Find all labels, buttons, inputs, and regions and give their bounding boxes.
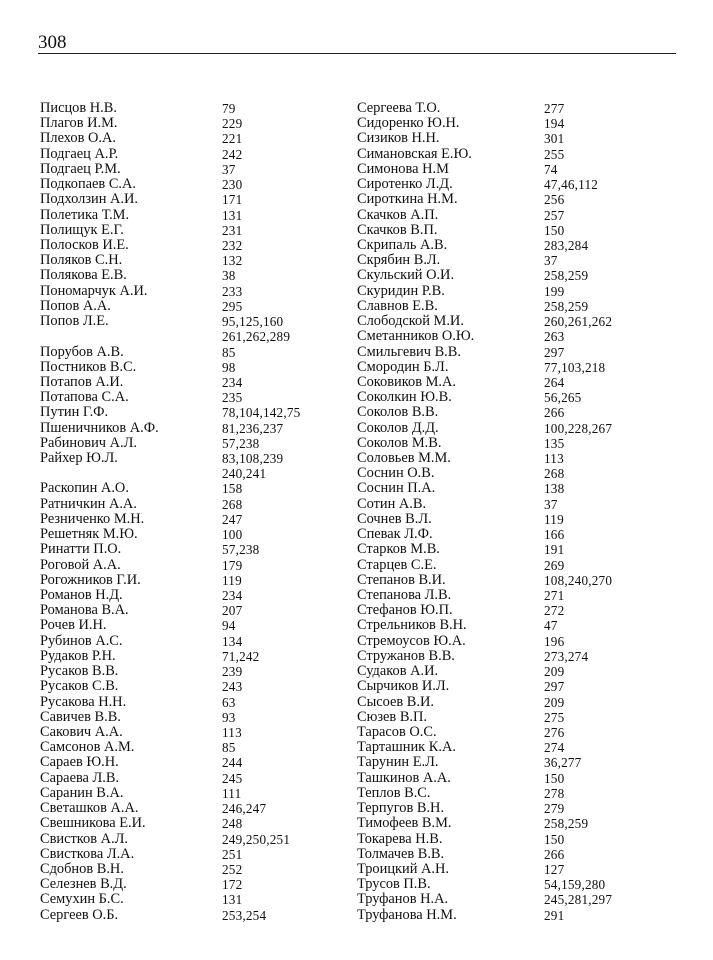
page-references: 240,241 [222, 466, 267, 482]
author-name: Попов Л.Е. [40, 313, 109, 330]
page-references: 209 [544, 694, 565, 710]
author-name: Тарташник К.А. [357, 739, 456, 756]
page-references: 233 [222, 283, 243, 299]
author-name: Толмачев В.В. [357, 845, 445, 862]
page-number: 308 [38, 32, 67, 53]
author-name: Рогожников Г.И. [40, 571, 141, 588]
author-name: Русаков В.В. [40, 663, 119, 680]
page-references: 252 [222, 861, 243, 877]
page-references: 85 [222, 740, 236, 756]
page-references: 268 [544, 466, 565, 482]
author-name: Селезнев В.Д. [40, 876, 127, 893]
author-name: Плагов И.М. [40, 115, 118, 132]
author-name: Решетняк М.Ю. [40, 526, 138, 543]
author-name: Сдобнов В.Н. [40, 860, 124, 877]
author-name: Путин Г.Ф. [40, 404, 109, 421]
author-name: Соколов В.В. [357, 404, 439, 421]
page-references: 249,250,251 [222, 831, 291, 847]
author-name: Трусов П.В. [357, 876, 431, 893]
author-name: Троицкий А.Н. [357, 860, 450, 877]
page-references: 158 [222, 481, 243, 497]
page-references: 54,159,280 [544, 877, 606, 893]
page-references: 100 [222, 527, 243, 543]
page-references: 255 [544, 146, 565, 162]
author-name: Плехов О.А. [40, 130, 116, 147]
author-name: Сараева Л.В. [40, 769, 120, 786]
author-name: Скачков В.П. [357, 221, 438, 238]
page-references: 85 [222, 344, 236, 360]
author-name: Свистков А.Л. [40, 830, 128, 847]
author-name: Сараев Ю.Н. [40, 754, 119, 771]
author-name: Старцев С.Е. [357, 556, 437, 573]
page-references: 57,238 [222, 542, 260, 558]
author-name: Подкопаев С.А. [40, 176, 137, 193]
page-references: 74 [544, 161, 558, 177]
author-name: Соколов М.В. [357, 434, 442, 451]
author-name: Судаков А.И. [357, 663, 439, 680]
page-references: 209 [544, 664, 565, 680]
author-name: Сакович А.А. [40, 723, 123, 740]
page-references: 111 [222, 785, 242, 801]
page-references: 243 [222, 679, 243, 695]
author-name: Рабинович А.Л. [40, 434, 137, 451]
page-references: 264 [544, 374, 565, 390]
page-references: 37 [544, 496, 558, 512]
author-name: Скрипаль А.В. [357, 236, 448, 253]
page-references: 295 [222, 298, 243, 314]
author-name: Скрябин В.Л. [357, 252, 441, 269]
author-name: Труфанов Н.А. [357, 891, 449, 908]
page-references: 100,228,267 [544, 420, 613, 436]
page-references: 239 [222, 664, 243, 680]
page-references: 38 [222, 268, 236, 284]
page-references: 131 [222, 207, 243, 223]
author-name: Симановская Е.Ю. [357, 145, 472, 162]
page-references: 79 [222, 101, 236, 116]
page-references: 138 [544, 481, 565, 497]
page-references: 279 [544, 801, 565, 817]
page-references: 277 [544, 101, 565, 116]
page-references: 278 [544, 785, 565, 801]
author-name: Свешникова Е.И. [40, 815, 146, 832]
page-references: 269 [544, 557, 565, 573]
author-name: Раскопин А.О. [40, 480, 129, 497]
author-name: Ринатти П.О. [40, 541, 122, 558]
page-references: 272 [544, 603, 565, 619]
author-name: Романов Н.Д. [40, 587, 123, 603]
author-name: Соснин П.А. [357, 480, 436, 497]
author-name: Писцов Н.В. [40, 100, 117, 116]
author-name: Сырчиков И.Л. [357, 678, 450, 695]
author-name: Райхер Ю.Л. [40, 450, 118, 467]
page-references: 235 [222, 390, 243, 406]
author-name: Сысоев В.И. [357, 693, 434, 710]
author-name: Степанова Л.В. [357, 587, 452, 603]
page-references: 179 [222, 557, 243, 573]
author-name: Попов А.А. [40, 297, 111, 314]
author-name: Рудаков Р.Н. [40, 647, 116, 664]
page-references: 244 [222, 755, 243, 771]
page-references: 63 [222, 694, 236, 710]
author-name: Савичев В.В. [40, 708, 121, 725]
page-references: 301 [544, 131, 565, 147]
page-references: 47 [544, 618, 558, 634]
author-name: Сметанников О.Ю. [357, 328, 475, 345]
page-references: 83,108,239 [222, 451, 284, 467]
page-references: 108,240,270 [544, 572, 613, 588]
author-name: Роговой А.А. [40, 556, 121, 573]
author-name: Стефанов Ю.П. [357, 602, 453, 619]
author-name: Труфанова Н.М. [357, 906, 457, 923]
page-references: 81,236,237 [222, 420, 284, 436]
page-references: 246,247 [222, 801, 267, 817]
page-references: 234 [222, 374, 243, 390]
page-references: 245,281,297 [544, 892, 613, 908]
page-references: 261,262,289 [222, 329, 291, 345]
page-references: 297 [544, 679, 565, 695]
author-name: Полетика Т.М. [40, 206, 130, 223]
page-references: 247 [222, 511, 243, 527]
page-references: 77,103,218 [544, 359, 606, 375]
page-references: 258,259 [544, 268, 589, 284]
page-references: 134 [222, 633, 243, 649]
page-references: 127 [544, 861, 565, 877]
page-references: 234 [222, 588, 243, 603]
page-references: 150 [544, 831, 565, 847]
author-name: Ташкинов А.А. [357, 769, 451, 786]
author-name: Соковиков М.А. [357, 373, 456, 390]
page-references: 196 [544, 633, 565, 649]
page-references: 166 [544, 527, 565, 543]
page-references: 71,242 [222, 648, 260, 664]
author-name: Сергеева Т.О. [357, 100, 441, 116]
page-references: 113 [544, 451, 564, 467]
author-name: Самсонов А.М. [40, 739, 135, 756]
page-references: 172 [222, 877, 243, 893]
author-name: Подхолзин А.И. [40, 191, 138, 208]
author-name: Подгаец Р.М. [40, 160, 121, 177]
page-references: 150 [544, 770, 565, 786]
page-references: 131 [222, 892, 243, 908]
page-references: 221 [222, 131, 243, 147]
author-name: Токарева Н.В. [357, 830, 443, 847]
page-references: 258,259 [544, 816, 589, 832]
author-name: Стремоусов Ю.А. [357, 632, 466, 649]
page-references: 291 [544, 907, 565, 923]
author-name: Степанов В.И. [357, 571, 446, 588]
author-name: Постников В.С. [40, 358, 137, 375]
author-name: Потапов А.И. [40, 373, 124, 390]
author-name: Резниченко М.Н. [40, 510, 145, 527]
page-references: 94 [222, 618, 236, 634]
author-name: Сочнев В.Л. [357, 510, 432, 527]
author-name: Сироткина Н.М. [357, 191, 458, 208]
page-references: 266 [544, 846, 565, 862]
author-name: Теплов В.С. [357, 784, 431, 801]
page-references: 56,265 [544, 390, 582, 406]
page-references: 47,46,112 [544, 177, 599, 193]
page-references: 248 [222, 816, 243, 832]
page-references: 132 [222, 253, 243, 269]
author-name: Стружанов В.В. [357, 647, 455, 664]
page-references: 36,277 [544, 755, 582, 771]
page-references: 297 [544, 344, 565, 360]
author-name: Сизиков Н.Н. [357, 130, 440, 147]
page-references: 251 [222, 846, 243, 862]
page-references: 266 [544, 405, 565, 421]
author-name: Сюзев В.П. [357, 708, 427, 725]
page-references: 268 [222, 496, 243, 512]
page-references: 229 [222, 116, 243, 132]
page-references: 98 [222, 359, 236, 375]
author-name: Спевак Л.Ф. [357, 526, 433, 543]
author-name: Свисткова Л.А. [40, 845, 135, 862]
author-name: Светашков А.А. [40, 800, 139, 817]
page-references: 242 [222, 146, 243, 162]
author-name: Русаков С.В. [40, 678, 119, 695]
page-references: 95,125,160 [222, 314, 284, 330]
author-name: Симонова Н.М [357, 160, 449, 177]
author-name: Русакова Н.Н. [40, 693, 127, 710]
page-references: 37 [222, 161, 236, 177]
author-name: Ратничкин А.А. [40, 495, 137, 512]
author-name: Скачков А.П. [357, 206, 439, 223]
page-references: 274 [544, 740, 565, 756]
page-references: 271 [544, 588, 565, 603]
author-name: Семухин Б.С. [40, 891, 124, 908]
author-name: Смильгевич В.В. [357, 343, 461, 360]
author-name: Рубинов А.С. [40, 632, 123, 649]
page-references: 275 [544, 709, 565, 725]
page-references: 93 [222, 709, 236, 725]
author-name: Саранин В.А. [40, 784, 124, 801]
author-name: Сергеев О.Б. [40, 906, 119, 923]
author-name: Скульский О.И. [357, 267, 455, 284]
author-name: Стрельников В.Н. [357, 617, 467, 634]
page-references: 258,259 [544, 298, 589, 314]
author-name: Полищук Е.Г. [40, 221, 124, 238]
page-references: 260,261,262 [544, 314, 613, 330]
page-references: 273,274 [544, 648, 589, 664]
page-references: 230 [222, 177, 243, 193]
page-references: 231 [222, 222, 243, 238]
author-name: Соколкин Ю.В. [357, 389, 452, 406]
author-name: Потапова С.А. [40, 389, 129, 406]
author-name: Смородин Б.Л. [357, 358, 449, 375]
page-references: 283,284 [544, 237, 589, 253]
page-references: 263 [544, 329, 565, 345]
page-references: 253,254 [222, 907, 267, 923]
author-name: Тарасов О.С. [357, 723, 437, 740]
page-references: 256 [544, 192, 565, 208]
author-name: Полосков И.Е. [40, 236, 129, 253]
author-name: Старков М.В. [357, 541, 440, 558]
author-name: Рочев И.Н. [40, 617, 107, 634]
page-references: 276 [544, 724, 565, 740]
page-references: 119 [222, 572, 242, 588]
author-name: Терпугов В.Н. [357, 800, 445, 817]
author-name: Пшеничников А.Ф. [40, 419, 159, 436]
header-rule [38, 53, 676, 54]
page-references: 194 [544, 116, 565, 132]
page-references: 207 [222, 603, 243, 619]
page-references: 150 [544, 222, 565, 238]
author-name: Скуридин Р.В. [357, 282, 445, 299]
author-name: Поляков С.Н. [40, 252, 123, 269]
author-name: Соловьев М.М. [357, 450, 451, 467]
author-name: Сиротенко Л.Д. [357, 176, 453, 193]
author-name: Слободской М.И. [357, 313, 464, 330]
page-references: 245 [222, 770, 243, 786]
page-references: 119 [544, 511, 564, 527]
author-name: Соснин О.В. [357, 465, 435, 482]
page-references: 78,104,142,75 [222, 405, 301, 421]
author-name: Славнов Е.В. [357, 297, 438, 314]
author-name: Соколов Д.Д. [357, 419, 439, 436]
page-references: 191 [544, 542, 565, 558]
author-name: Тарунин Е.Л. [357, 754, 439, 771]
page-references: 232 [222, 237, 243, 253]
page-references: 135 [544, 435, 565, 451]
author-name: Пономарчук А.И. [40, 282, 148, 299]
author-name: Порубов А.В. [40, 343, 124, 360]
author-name: Полякова Е.В. [40, 267, 127, 284]
author-name: Сидоренко Ю.Н. [357, 115, 460, 132]
page-references: 113 [222, 724, 242, 740]
page-references: 199 [544, 283, 565, 299]
page-references: 257 [544, 207, 565, 223]
author-name: Подгаец А.Р. [40, 145, 119, 162]
author-name: Романова В.А. [40, 602, 129, 619]
page-references: 57,238 [222, 435, 260, 451]
page-references: 171 [222, 192, 243, 208]
author-name: Сотин А.В. [357, 495, 427, 512]
page-references: 37 [544, 253, 558, 269]
author-name: Тимофеев В.М. [357, 815, 452, 832]
